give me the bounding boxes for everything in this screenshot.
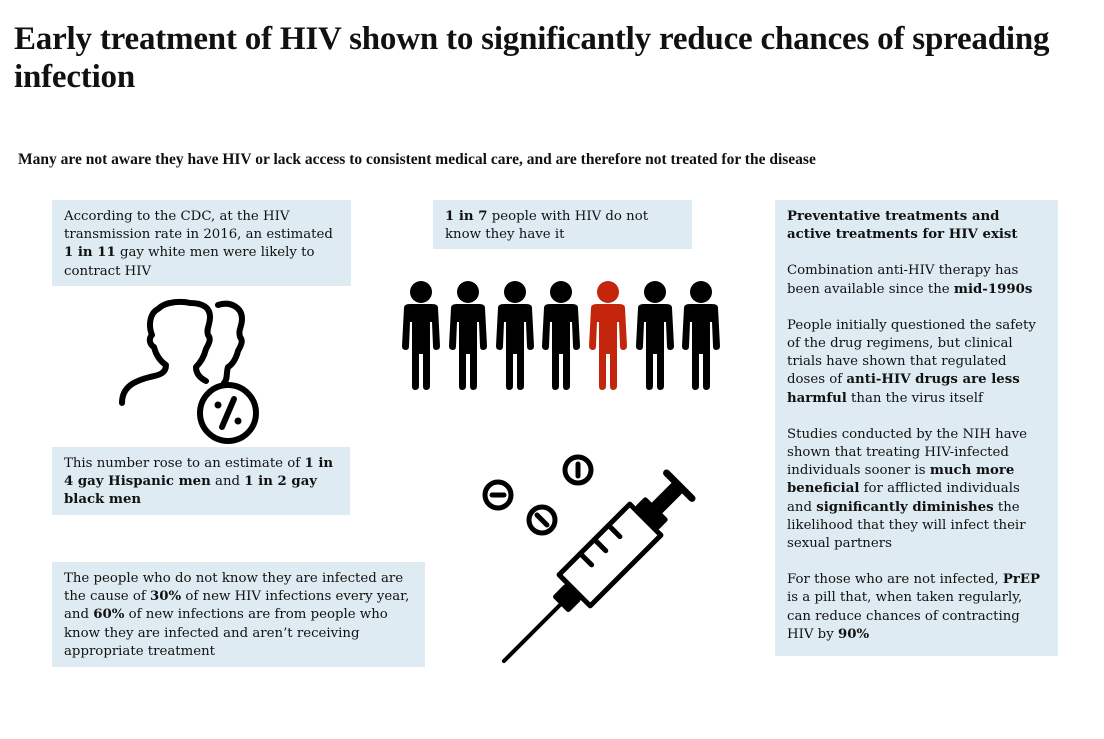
one-in-seven-box xyxy=(433,200,692,249)
cause-text-3: of new infections are from people who know they are infected and aren’t receiving appropriate treatment xyxy=(64,607,388,659)
person-icon xyxy=(636,281,674,390)
cdc-text-1: According to the CDC, at the HIV transmission rate in 2016, an estimated xyxy=(64,209,333,243)
para-2-text-1: People initially questioned the safety of the drug regimens, but clinical trials have shown that regulated doses of xyxy=(787,317,1036,388)
seven-text-1: people with HIV do not know they have it xyxy=(445,209,649,243)
treatments-para-2 xyxy=(787,317,1046,408)
cause-text-1: The people who do not know they are infected are the cause of xyxy=(64,571,404,605)
seven-bold-1: 1 in 7 xyxy=(445,209,488,224)
para-3-text-2: for afflicted individuals and xyxy=(787,481,1020,515)
cdc-text-2: gay white men were likely to contract HIV xyxy=(64,245,315,279)
treatments-heading: Preventative treatments and active treatments for HIV exist xyxy=(787,209,1018,243)
rose-stat-box xyxy=(52,447,350,515)
para-1-bold-1: mid-1990s xyxy=(953,281,1033,297)
syringe-pills-icon xyxy=(480,445,715,665)
cause-bold-2: 60% xyxy=(93,607,125,623)
rose-text-1: This number rose to an estimate of xyxy=(64,456,305,471)
person-icon xyxy=(449,281,487,390)
treatments-para-1 xyxy=(787,262,1046,298)
cause-stat-box xyxy=(52,562,425,667)
page-title: Early treatment of HIV shown to significantly reduce chances of spreading infection xyxy=(14,21,1050,95)
cdc-stat-box xyxy=(52,200,351,286)
para-4-text-1: For those who are not infected, xyxy=(787,572,1003,588)
cause-text-2: of new HIV infections every year, and xyxy=(64,589,410,623)
rose-bold-2: 1 in 2 gay black men xyxy=(64,474,318,508)
treatments-para-4 xyxy=(787,571,1046,644)
rose-text-2: and xyxy=(210,474,245,490)
cause-bold-1: 30% xyxy=(150,589,182,605)
treatments-info-box xyxy=(775,200,1058,656)
para-3-text-3: the likelihood that they will infect their sexual partners xyxy=(787,499,1026,552)
para-1-text-1: Combination anti-HIV therapy has been available since the xyxy=(787,263,1019,297)
para-4-bold-1: PrEP xyxy=(1002,572,1040,588)
para-2-text-2: than the virus itself xyxy=(846,390,983,406)
para-3-bold-1: much more beneficial xyxy=(787,463,1015,497)
person-icon xyxy=(402,281,440,390)
para-3-bold-2: significantly diminishes xyxy=(816,499,994,515)
people-row-icon xyxy=(398,280,728,392)
person-icon xyxy=(496,281,534,390)
cdc-bold-1: 1 in 11 xyxy=(64,245,116,261)
page-subtitle: Many are not aware they have HIV or lack access to consistent medical care, and are therefore not treated for the disease xyxy=(18,151,816,168)
treatments-para-3 xyxy=(787,426,1046,553)
para-4-bold-2: 90% xyxy=(837,626,870,642)
person-icon xyxy=(682,281,720,390)
users-percent-icon xyxy=(110,295,270,445)
para-4-text-2: is a pill that, when taken regularly, can reduce chances of contracting HIV by xyxy=(787,590,1023,642)
highlighted-person-icon xyxy=(589,281,627,390)
rose-bold-1: 1 in 4 gay Hispanic men xyxy=(64,456,334,490)
para-2-bold-1: anti-HIV drugs are less harmful xyxy=(787,372,1020,406)
person-icon xyxy=(542,281,580,390)
para-3-text-1: Studies conducted by the NIH have shown that treating HIV-infected individuals sooner is xyxy=(787,426,1028,479)
